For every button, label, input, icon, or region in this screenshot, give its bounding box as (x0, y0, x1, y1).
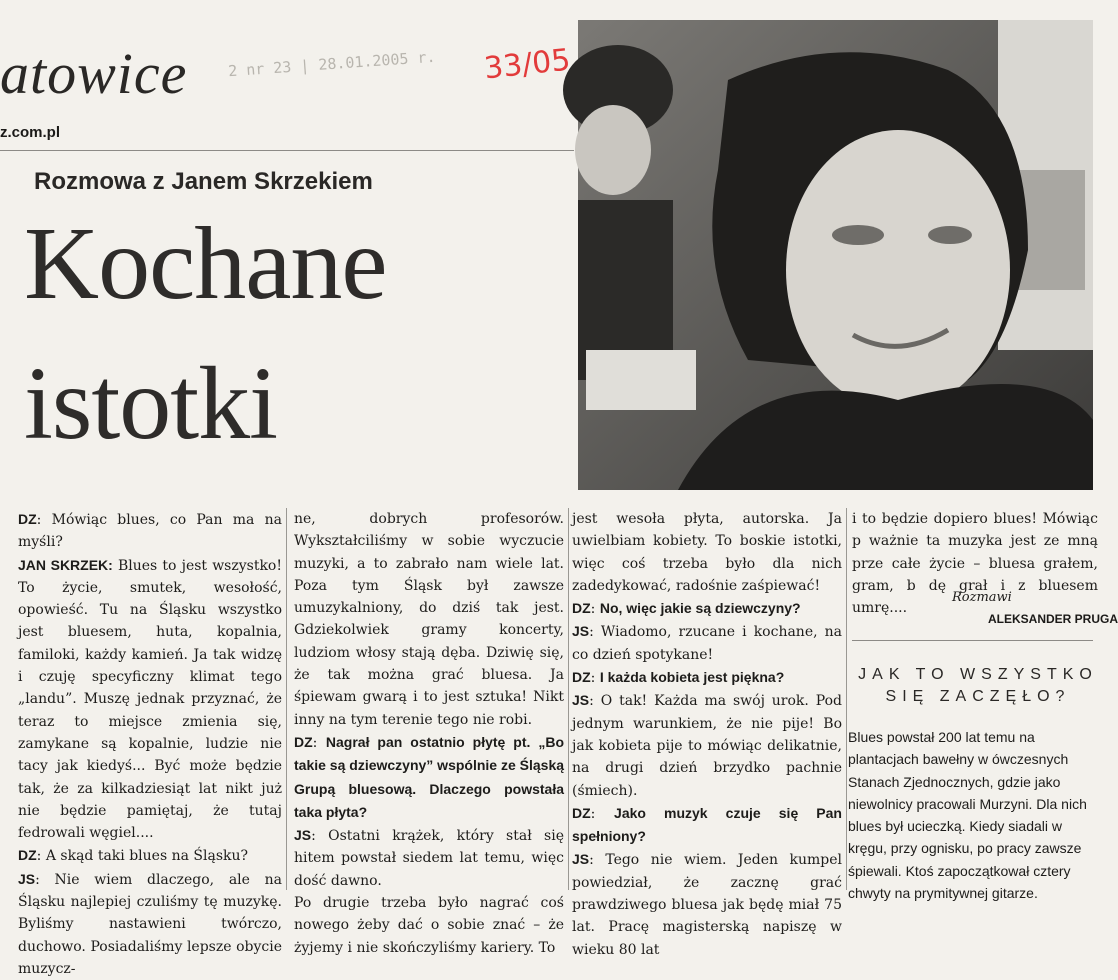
box-title-line-2: SIĘ ZACZĘŁO? (885, 688, 1071, 705)
speaker-label: DZ (572, 600, 591, 617)
paragraph: JS: Ostatni krążek, który stał się hitem powstał siedem lat temu, więc dość dawno. (294, 827, 564, 889)
paragraph (572, 508, 842, 597)
paragraph: DZ: No, więc jakie są dziewczyny? (572, 600, 801, 618)
speaker-label: DZ (18, 847, 37, 864)
speaker-label: JS (572, 623, 590, 640)
column-divider (846, 508, 847, 890)
question-text: Jako muzyk czuje się Pan spełniony? (572, 804, 842, 845)
answer-text: Ostatni krążek, który stał się hitem powstał siedem lat temu, więc dość dawno. (294, 828, 564, 889)
answer-text: Tego nie wiem. Jeden kumpel powiedział, że zacznę grać prawdziwego bluesa jak będę miał 75 lat. Pracę magisterską napiszę w wieku 80 lat (572, 852, 843, 958)
box-text: Blues powstał 200 lat temu na plantacjach bawełny w ówczesnych Stanach Zjednocznych, gdzie jako niewolnicy pracowali Murzyni. Dla nich blues był ucieczką. Kiedy siadali w kręgu, przy ognisku, po pracy zawsze śpiewali. Ktoś zapoczątkował cztery chwyty na prymitywnej gitarze. (848, 729, 1087, 902)
speaker-label: JAN SKRZEK: (18, 556, 113, 573)
article-column-3 (572, 508, 842, 961)
article-column-2 (294, 508, 564, 959)
paragraph: DZ: Mówiąc blues, co Pan ma na myśli? (18, 511, 282, 551)
paragraph: DZ: A skąd taki blues na Śląsku? (18, 847, 249, 865)
paragraph (294, 508, 564, 731)
paragraph: DZ: Nagrał pan ostatnio płytę pt. „Bo takie są dziewczyny” wspólnie ze Śląską Grupą bluesową. Dlaczego powstała taka płyta? (294, 733, 565, 820)
question-text: A skąd taki blues na Śląsku? (45, 848, 249, 865)
paragraph (294, 892, 564, 959)
article-subtitle: Rozmowa z Janem Skrzekiem (34, 168, 373, 195)
paragraph: DZ: I każda kobieta jest piękna? (572, 669, 785, 687)
answer-text: Po drugie trzeba było nagrać coś nowego żeby dać o sobie znać – że żyjemy i nie skończyliśmy kariery. To (294, 895, 564, 956)
paragraph: JS: Tego nie wiem. Jeden kumpel powiedział, że zacznę grać prawdziwego bluesa jak będę miał 75 lat. Pracę magisterską napiszę w wieku 80 lat (572, 851, 843, 958)
website-url: z.com.pl (0, 124, 61, 141)
paragraph: JS: O tak! Każda ma swój urok. Pod jednym warunkiem, że nie pije! Bo jak kobieta pije to mówiąc delikatnie, na drugi dzień brzydko pachnie (śmiech). (572, 692, 842, 799)
paragraph (18, 554, 282, 845)
column-divider (568, 508, 569, 890)
answer-text: Wiadomo, rzucane i kochane, na co dzień spotykane! (572, 624, 842, 663)
question-text: I każda kobieta jest piękna? (599, 669, 785, 686)
header-divider (0, 150, 574, 151)
byline-author: ALEKSANDER PRUGA (988, 612, 1118, 626)
speaker-label: DZ (18, 511, 37, 527)
answer-text: Blues to jest wszystko! To życie, smutek, wesołość, opowieść. Tu na Śląsku wszystko jest bluesem, huta, kopalnia, familoki, każdy kamień. Ja tak widzę i czuję specyficzny klimat tego „landu”. Muszę jednak przyznać, że teraz to miejsce zmienia się, zamykane są kopalnie, ludzie nie tacy jak kiedyś... Być może będzie tak, że za kilkadziesiąt lat nikt już nie będzie pamiętaj, że tutaj fedrowali węgiel.... (18, 557, 282, 842)
speaker-label: JS (18, 870, 36, 887)
box-title (858, 664, 1098, 708)
speaker-label: JS (572, 692, 590, 709)
speaker-label: JS (294, 827, 312, 844)
handwritten-issue-number: 33/05 (482, 42, 573, 87)
speaker-label: DZ (572, 804, 591, 821)
question-text: No, więc jakie są dziewczyny? (599, 600, 801, 617)
answer-text: Nie wiem dlaczego, ale na Śląsku najlepiej czuliśmy tę muzykę. Byliśmy nastawieni twórczo, duchowo. Posiadaliśmy lepsze obycie muzycz- (18, 871, 282, 977)
section-title: atowice (0, 41, 188, 106)
paragraph: DZ: Jako muzyk czuje się Pan spełniony? (572, 804, 842, 845)
paragraph: JS: Nie wiem dlaczego, ale na Śląsku najlepiej czuliśmy tę muzykę. Byliśmy nastawieni twórczo, duchowo. Posiadaliśmy lepsze obycie muzycz- (18, 870, 282, 977)
paragraph: JS: Wiadomo, rzucane i kochane, na co dzień spotykane! (572, 623, 842, 663)
speaker-label: DZ (294, 733, 313, 750)
byline-role: Rozmawi (952, 590, 1012, 605)
speaker-label: JS (572, 851, 590, 868)
answer-text: i to będzie dopiero blues! Mówiąc p ważnie ta muzyka jest ze mną prze całe życie – bluesa grałem, gram, b dę grał i z bluesem umrę.... (852, 511, 1098, 617)
question-text: Nagrał pan ostatnio płytę pt. „Bo takie są dziewczyny” wspólnie ze Śląską Grupą bluesową. Dlaczego powstała taka płyta? (294, 733, 565, 820)
question-text: Mówiąc blues, co Pan ma na myśli? (18, 512, 282, 551)
handwritten-note-faint: 2 nr 23 | 28.01.2005 r. (227, 47, 437, 81)
speaker-label: DZ (572, 669, 591, 686)
answer-text: ne, dobrych profesorów. Wykształciliśmy w sobie wyczucie muzyki, a to zabrało nam wiele lat. Poza tym Śląsk był zawsze umuzykalniony, do dziś tak jest. Gdziekolwiek gramy koncerty, ludziom włosy stają dęba. Dziwię się, że tak można grać bluesa. Ja śpiewam gwarą i to jest sztuka! Nikt inny na tym terenie tego nie robi. (294, 511, 564, 728)
box-title-line-1: JAK TO WSZYSTKO (858, 666, 1098, 683)
answer-text: O tak! Każda ma swój urok. Pod jednym warunkiem, że nie pije! Bo jak kobieta pije to mówiąc delikatnie, na drugi dzień brzydko pachnie (śmiech). (572, 693, 842, 799)
answer-text: jest wesoła płyta, autorska. Ja uwielbiam kobiety. To boskie istotki, więc coś trzeba było dla nich zadedykować, radośnie zaśpiewać! (572, 511, 842, 594)
box-divider (852, 640, 1093, 641)
column-divider (286, 508, 287, 890)
portrait-photo (578, 20, 1093, 490)
headline-line-2: istotki (24, 346, 278, 461)
portrait-image (578, 20, 1093, 490)
article-column-1 (18, 508, 282, 980)
headline-line-1: Kochane (24, 206, 387, 321)
